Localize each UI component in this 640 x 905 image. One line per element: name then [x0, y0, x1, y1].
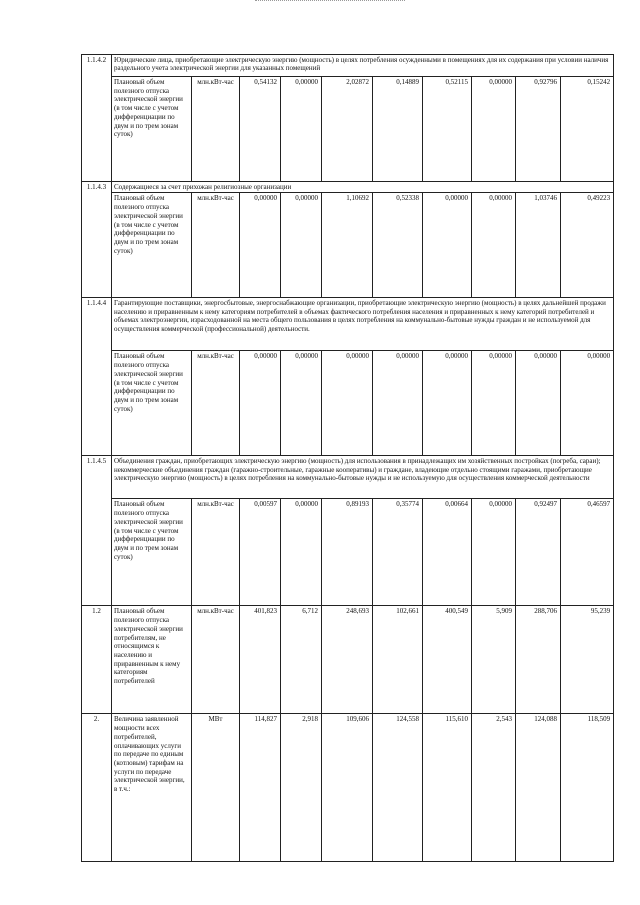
- page-top-mark: [255, 0, 405, 7]
- value-cell: 401,823: [240, 606, 281, 714]
- value-cell: 0,00000: [373, 351, 423, 456]
- section-header-row: [82, 55, 614, 77]
- value-cell: 0,15242: [561, 77, 614, 182]
- value-cell: 0,89193: [322, 499, 373, 606]
- section-header-row: [82, 182, 614, 193]
- row-label: Плановый объем полезного отпуска электрической энергии (в том числе с учетом дифференциации по двум и по трем зонам суток): [112, 351, 192, 456]
- row-number: 1.2: [82, 606, 112, 714]
- value-cell: 0,00000: [281, 351, 322, 456]
- value-cell: 0,00000: [472, 77, 516, 182]
- value-cell: 0,00000: [240, 351, 281, 456]
- value-cell: 0,92497: [516, 499, 561, 606]
- unit-cell: МВт: [192, 714, 240, 862]
- unit-cell: млн.кВт-час: [192, 193, 240, 298]
- table-row: [82, 714, 614, 862]
- value-cell: 2,02872: [322, 77, 373, 182]
- row-number: 1.1.4.5: [82, 456, 112, 606]
- value-cell: 124,088: [516, 714, 561, 862]
- unit-cell: млн.кВт-час: [192, 499, 240, 606]
- value-cell: 288,706: [516, 606, 561, 714]
- value-cell: 1,03746: [516, 193, 561, 298]
- value-cell: 0,00000: [423, 351, 472, 456]
- section-description: Объединения граждан, приобретающих электрическую энергию (мощность) для использования в принадлежащих им хозяйственных постройках (погреба, сараи); некоммерческие объединения граждан (гаражно-строительные, гаражные кооперативы) и граждане, владеющие отдельно стоящими гаражами, приобретающие электрическую энергию (мощность) в целях потребления на коммунально-бытовые нужды и не используемую для осуществления коммерческой деятельности: [112, 456, 614, 499]
- table-row: [82, 499, 614, 606]
- unit-cell: млн.кВт-час: [192, 606, 240, 714]
- section-description: Юридические лица, приобретающие электрическую энергию (мощность) в целях потребления осужденными в помещениях для их содержания при условии наличия раздельного учета электрической энергии для указанных помещений: [112, 55, 614, 77]
- value-cell: 0,35774: [373, 499, 423, 606]
- value-cell: 0,52338: [373, 193, 423, 298]
- value-cell: 0,52115: [423, 77, 472, 182]
- row-number: 1.1.4.4: [82, 298, 112, 456]
- section-description: Содержащиеся за счет прихожан религиозные организации: [112, 182, 614, 193]
- value-cell: 0,00000: [472, 351, 516, 456]
- table-row: [82, 193, 614, 298]
- value-cell: 1,10692: [322, 193, 373, 298]
- value-cell: 0,54132: [240, 77, 281, 182]
- value-cell: 0,00000: [281, 77, 322, 182]
- value-cell: 0,14889: [373, 77, 423, 182]
- value-cell: 109,606: [322, 714, 373, 862]
- section-description: Гарантирующие поставщики, энергосбытовые, энергоснабжающие организации, приобретающие электрическую энергию (мощность) в целях дальнейшей продажи населению и приравненным к нему категориям потребителей в объемах фактического потребления населения и приравненных к нему категорий потребителей и объемах электроэнергии, израсходованной на места общего пользования в целях потребления на коммунально-бытовые нужды граждан и не используемой для осуществления коммерческой (профессиональной) деятельности.: [112, 298, 614, 351]
- value-cell: 5,909: [472, 606, 516, 714]
- value-cell: 248,693: [322, 606, 373, 714]
- row-label: Плановый объем полезного отпуска электрической энергии потребителям, не относящимся к населению и приравненным к нему категориям потребителей: [112, 606, 192, 714]
- value-cell: 2,918: [281, 714, 322, 862]
- value-cell: 6,712: [281, 606, 322, 714]
- section-header-row: [82, 298, 614, 351]
- value-cell: 0,92796: [516, 77, 561, 182]
- value-cell: 0,00000: [281, 499, 322, 606]
- value-cell: 0,00000: [472, 193, 516, 298]
- value-cell: 95,239: [561, 606, 614, 714]
- unit-cell: млн.кВт-час: [192, 351, 240, 456]
- value-cell: 0,00000: [423, 193, 472, 298]
- value-cell: 0,46597: [561, 499, 614, 606]
- value-cell: 0,00000: [561, 351, 614, 456]
- value-cell: 102,661: [373, 606, 423, 714]
- row-label: Плановый объем полезного отпуска электрической энергии (в том числе с учетом дифференциации по двум и по трем зонам суток): [112, 499, 192, 606]
- row-number: 2.: [82, 714, 112, 862]
- value-cell: 124,558: [373, 714, 423, 862]
- value-cell: 2,543: [472, 714, 516, 862]
- unit-cell: млн.кВт-час: [192, 77, 240, 182]
- row-label: Плановый объем полезного отпуска электрической энергии (в том числе с учетом дифференциации по двум и по трем зонам суток): [112, 193, 192, 298]
- row-number: 1.1.4.2: [82, 55, 112, 182]
- row-number: 1.1.4.3: [82, 182, 112, 298]
- section-header-row: [82, 456, 614, 499]
- table-row: [82, 77, 614, 182]
- tariff-table: [81, 54, 614, 862]
- table-row: [82, 606, 614, 714]
- row-label: Плановый объем полезного отпуска электрической энергии (в том числе с учетом дифференциации по двум и по трем зонам суток): [112, 77, 192, 182]
- table-row: [82, 351, 614, 456]
- value-cell: 0,00000: [516, 351, 561, 456]
- value-cell: 0,49223: [561, 193, 614, 298]
- value-cell: 0,00000: [322, 351, 373, 456]
- value-cell: 114,827: [240, 714, 281, 862]
- value-cell: 0,00664: [423, 499, 472, 606]
- row-label: Величина заявленной мощности всех потребителей, оплачивающих услуги по передаче по единым (котловым) тарифам на услуги по передаче электрической энергии, в т.ч.:: [112, 714, 192, 862]
- value-cell: 0,00597: [240, 499, 281, 606]
- value-cell: 118,509: [561, 714, 614, 862]
- value-cell: 0,00000: [281, 193, 322, 298]
- value-cell: 400,549: [423, 606, 472, 714]
- value-cell: 115,610: [423, 714, 472, 862]
- value-cell: 0,00000: [240, 193, 281, 298]
- value-cell: 0,00000: [472, 499, 516, 606]
